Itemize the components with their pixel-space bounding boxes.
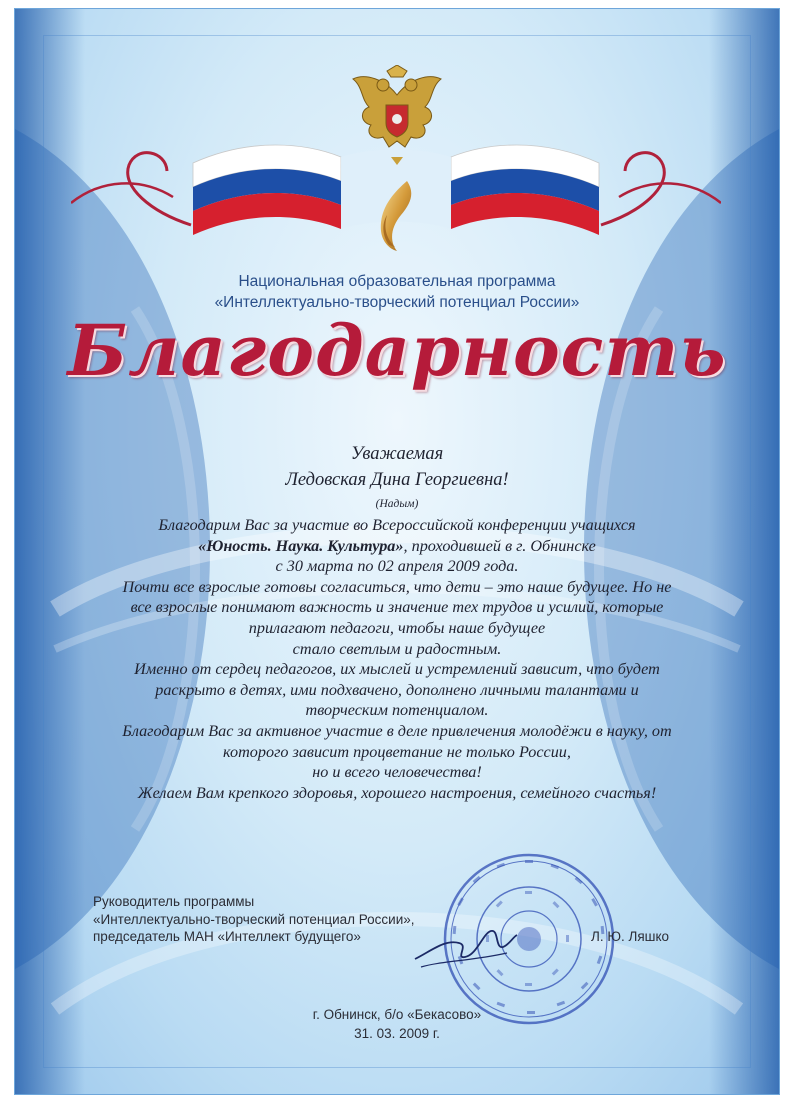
body-line-conference bbox=[55, 536, 739, 557]
footer bbox=[15, 1005, 779, 1043]
handwritten-signature bbox=[411, 909, 521, 979]
greeting: Уважаемая bbox=[350, 444, 444, 464]
flame-logo-icon bbox=[363, 179, 423, 254]
program-heading bbox=[15, 271, 779, 313]
body-line: прилагают педагоги, чтобы наше будущее bbox=[248, 618, 546, 637]
body-line: творческим потенциалом. bbox=[305, 701, 489, 720]
body-line: Именно от сердец педагогов, их мыслей и устремлений зависит, что будет bbox=[134, 660, 660, 679]
body-line: которого зависит процветание не только России, bbox=[223, 742, 571, 761]
signature-role-2: «Интеллектуально-творческий потенциал России», bbox=[93, 911, 415, 927]
coat-of-arms-icon bbox=[345, 65, 449, 165]
certificate-frame bbox=[14, 8, 780, 1095]
signature-block bbox=[93, 893, 415, 946]
program-line-1: Национальная образовательная программа bbox=[238, 273, 556, 290]
certificate-body bbox=[55, 441, 739, 803]
body-line: Благодарим Вас за активное участие в деле привлечения молодёжи в науку, от bbox=[122, 721, 672, 740]
conference-name: «Юность. Наука. Культура» bbox=[198, 536, 404, 555]
recipient-name: Ледовская Дина Георгиевна! bbox=[285, 470, 509, 490]
signer-name: Л. Ю. Ляшко bbox=[591, 929, 670, 944]
body-line: с 30 марта по 02 апреля 2009 года. bbox=[275, 557, 519, 576]
body-line: стало светлым и радостным. bbox=[292, 639, 502, 658]
footer-date: 31. 03. 2009 г. bbox=[354, 1026, 440, 1041]
body-line: все взрослые понимают важность и значение тех трудов и усилий, которые bbox=[130, 598, 664, 617]
body-line: Благодарим Вас за участие во Всероссийской конференции учащихся bbox=[158, 516, 636, 534]
conference-location: , проходившей в г. Обнинске bbox=[403, 536, 596, 555]
body-line: Почти все взрослые готовы согласиться, что дети – это наше будущее. Но не bbox=[122, 577, 672, 596]
body-line: но и всего человечества! bbox=[312, 763, 482, 782]
body-line: Желаем Вам крепкого здоровья, хорошего настроения, семейного счастья! bbox=[137, 783, 657, 802]
signature-role-3: председатель МАН «Интеллект будущего» bbox=[93, 929, 361, 944]
program-line-2: «Интеллектуально-творческий потенциал России» bbox=[214, 294, 580, 311]
footer-place: г. Обнинск, б/о «Бекасово» bbox=[312, 1007, 482, 1022]
body-line: раскрыто в детях, ими подхвачено, дополнено личными талантами и bbox=[155, 680, 639, 699]
recipient-city: (Надым) bbox=[375, 498, 419, 510]
certificate-title: Благодарность bbox=[67, 309, 727, 392]
signature-role-1: Руководитель программы bbox=[93, 894, 255, 909]
